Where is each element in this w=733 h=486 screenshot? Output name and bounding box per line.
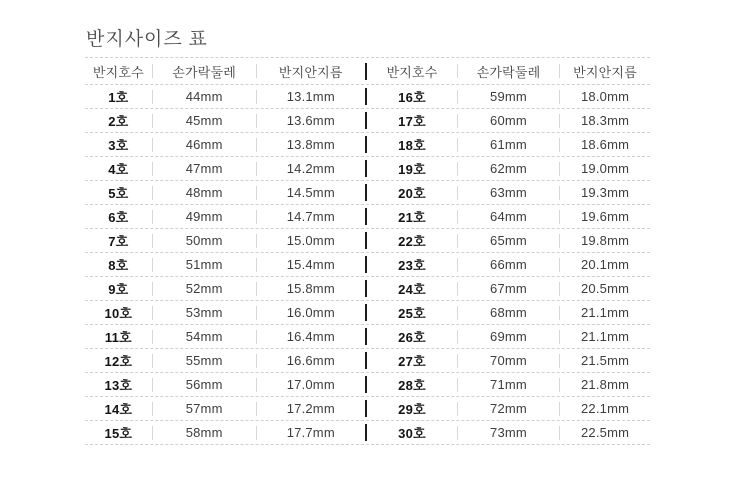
inner-diameter-cell: 19.6mm <box>580 209 630 224</box>
table-row-left-half <box>85 325 365 348</box>
inner-diameter-cell: 21.1mm <box>580 305 630 320</box>
ring-size-cell: 3호 <box>108 138 129 153</box>
table-row-left-half <box>85 349 365 372</box>
circumference-cell: 53mm <box>185 305 223 320</box>
table-row-left-half <box>85 421 365 444</box>
inner-diameter-cell: 15.0mm <box>286 233 335 248</box>
circumference-cell: 66mm <box>490 257 527 272</box>
ring-size-cell: 25호 <box>398 306 426 321</box>
ring-size-cell: 17호 <box>398 114 426 129</box>
ring-size-cell: 13호 <box>104 378 133 393</box>
inner-diameter-cell: 18.6mm <box>580 137 630 152</box>
inner-diameter-cell: 17.2mm <box>286 401 335 416</box>
circumference-cell: 64mm <box>490 209 527 224</box>
circumference-cell: 45mm <box>185 113 223 128</box>
table-row <box>85 372 650 396</box>
circumference-cell: 52mm <box>185 281 223 296</box>
ring-size-cell: 7호 <box>108 234 129 249</box>
circumference-cell: 71mm <box>490 377 527 392</box>
circumference-cell: 69mm <box>490 329 527 344</box>
table-row-right-half <box>367 181 650 204</box>
table-row <box>85 252 650 276</box>
circumference-cell: 50mm <box>185 233 223 248</box>
inner-diameter-cell: 13.8mm <box>286 137 335 152</box>
table-row-right-half <box>367 421 650 444</box>
inner-diameter-cell: 22.5mm <box>580 425 630 440</box>
inner-diameter-cell: 18.3mm <box>580 113 630 128</box>
inner-diameter-cell: 21.1mm <box>580 329 630 344</box>
table-row <box>85 180 650 204</box>
inner-diameter-cell: 22.1mm <box>580 401 630 416</box>
inner-diameter-cell: 19.0mm <box>580 161 630 176</box>
table-row-right-half <box>367 109 650 132</box>
circumference-cell: 65mm <box>490 233 527 248</box>
inner-diameter-cell: 17.7mm <box>286 425 335 440</box>
table-row-left-half <box>85 133 365 156</box>
table-row-right-half <box>367 373 650 396</box>
table-row <box>85 348 650 372</box>
column-header-inner-diameter: 반지안지름 <box>278 64 343 80</box>
circumference-cell: 68mm <box>490 305 527 320</box>
table-row-right-half <box>367 253 650 276</box>
table-row-left-half <box>85 181 365 204</box>
ring-size-cell: 22호 <box>398 234 426 249</box>
ring-size-cell: 21호 <box>398 210 426 225</box>
table-header-right <box>367 58 650 84</box>
table-row <box>85 108 650 132</box>
column-header-circumference: 손가락둘레 <box>476 64 541 80</box>
ring-size-cell: 18호 <box>398 138 426 153</box>
table-row <box>85 420 650 444</box>
ring-size-cell: 11호 <box>104 330 132 345</box>
table-header-row <box>85 57 650 84</box>
table-row-right-half <box>367 277 650 300</box>
circumference-cell: 46mm <box>185 137 223 152</box>
circumference-cell: 62mm <box>490 161 527 176</box>
circumference-cell: 58mm <box>185 425 223 440</box>
page-title: 반지사이즈 표 <box>86 29 208 50</box>
ring-size-cell: 8호 <box>108 258 129 273</box>
ring-size-cell: 14호 <box>104 402 133 417</box>
circumference-cell: 51mm <box>185 257 223 272</box>
column-header-circumference: 손가락둘레 <box>172 64 237 80</box>
table-row <box>85 228 650 252</box>
table-row <box>85 204 650 228</box>
circumference-cell: 72mm <box>490 401 527 416</box>
ring-size-cell: 12호 <box>104 354 133 369</box>
table-row-left-half <box>85 157 365 180</box>
table-row <box>85 156 650 180</box>
circumference-cell: 56mm <box>185 377 223 392</box>
table-row <box>85 396 650 420</box>
ring-size-cell: 29호 <box>398 402 426 417</box>
ring-size-cell: 26호 <box>398 330 426 345</box>
ring-size-cell: 20호 <box>398 186 426 201</box>
table-row <box>85 84 650 108</box>
table-row-left-half <box>85 277 365 300</box>
ring-size-cell: 23호 <box>398 258 426 273</box>
circumference-cell: 49mm <box>185 209 223 224</box>
circumference-cell: 59mm <box>490 89 527 104</box>
circumference-cell: 73mm <box>490 425 527 440</box>
inner-diameter-cell: 14.2mm <box>286 161 335 176</box>
ring-size-cell: 10호 <box>104 306 133 321</box>
circumference-cell: 48mm <box>185 185 223 200</box>
inner-diameter-cell: 15.4mm <box>286 257 335 272</box>
ring-size-cell: 1호 <box>108 90 129 105</box>
circumference-cell: 54mm <box>185 329 223 344</box>
table-row-right-half <box>367 397 650 420</box>
ring-size-cell: 15호 <box>104 426 133 441</box>
inner-diameter-cell: 16.0mm <box>286 305 335 320</box>
inner-diameter-cell: 13.1mm <box>286 89 335 104</box>
table-row-left-half <box>85 253 365 276</box>
table-row-left-half <box>85 397 365 420</box>
table-row-right-half <box>367 157 650 180</box>
table-row-left-half <box>85 109 365 132</box>
ring-size-cell: 9호 <box>108 282 129 297</box>
table-row-right-half <box>367 301 650 324</box>
inner-diameter-cell: 21.8mm <box>580 377 630 392</box>
table-row-right-half <box>367 205 650 228</box>
ring-size-cell: 6호 <box>108 210 129 225</box>
inner-diameter-cell: 19.8mm <box>580 233 630 248</box>
table-row-right-half <box>367 325 650 348</box>
table-row-left-half <box>85 229 365 252</box>
inner-diameter-cell: 15.8mm <box>286 281 335 296</box>
table-row-left-half <box>85 301 365 324</box>
ring-size-cell: 28호 <box>398 378 426 393</box>
column-header-inner-diameter: 반지안지름 <box>573 64 637 80</box>
circumference-cell: 60mm <box>490 113 527 128</box>
table-row <box>85 276 650 300</box>
table-row <box>85 132 650 156</box>
inner-diameter-cell: 14.5mm <box>286 185 335 200</box>
circumference-cell: 63mm <box>490 185 527 200</box>
ring-size-cell: 5호 <box>108 186 129 201</box>
ring-size-cell: 4호 <box>108 162 129 177</box>
inner-diameter-cell: 18.0mm <box>580 89 630 104</box>
circumference-cell: 67mm <box>490 281 527 296</box>
inner-diameter-cell: 16.6mm <box>286 353 335 368</box>
table-body <box>85 84 650 444</box>
table-row-right-half <box>367 85 650 108</box>
table-row <box>85 324 650 348</box>
circumference-cell: 55mm <box>185 353 223 368</box>
inner-diameter-cell: 20.1mm <box>580 257 630 272</box>
inner-diameter-cell: 16.4mm <box>286 329 335 344</box>
ring-size-cell: 24호 <box>398 282 426 297</box>
table-row-right-half <box>367 133 650 156</box>
table-row-right-half <box>367 349 650 372</box>
table-header-left <box>85 58 365 84</box>
ring-size-cell: 27호 <box>398 354 426 369</box>
circumference-cell: 70mm <box>490 353 527 368</box>
column-header-ring-size: 반지호수 <box>386 64 438 80</box>
ring-size-table <box>85 57 650 445</box>
table-row-right-half <box>367 229 650 252</box>
table-row-left-half <box>85 85 365 108</box>
inner-diameter-cell: 21.5mm <box>580 353 630 368</box>
table-row-left-half <box>85 205 365 228</box>
circumference-cell: 61mm <box>490 137 527 152</box>
ring-size-cell: 30호 <box>398 426 426 441</box>
column-header-ring-size: 반지호수 <box>92 64 144 80</box>
ring-size-cell: 16호 <box>398 90 426 105</box>
inner-diameter-cell: 13.6mm <box>286 113 335 128</box>
circumference-cell: 44mm <box>185 89 223 104</box>
inner-diameter-cell: 20.5mm <box>580 281 630 296</box>
ring-size-cell: 2호 <box>108 114 129 129</box>
table-row-left-half <box>85 373 365 396</box>
table-row <box>85 300 650 324</box>
inner-diameter-cell: 17.0mm <box>286 377 335 392</box>
circumference-cell: 57mm <box>185 401 223 416</box>
inner-diameter-cell: 14.7mm <box>286 209 335 224</box>
ring-size-cell: 19호 <box>398 162 426 177</box>
circumference-cell: 47mm <box>185 161 223 176</box>
inner-diameter-cell: 19.3mm <box>580 185 630 200</box>
